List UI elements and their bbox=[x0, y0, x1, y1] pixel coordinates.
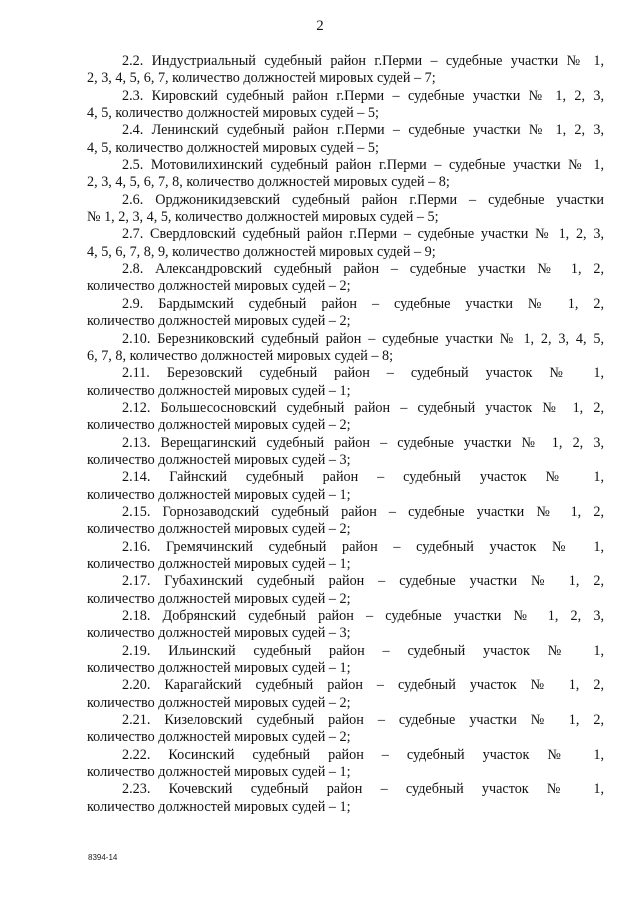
item-second-line: количество должностей мировых судей – 2; bbox=[87, 278, 351, 295]
item-first-line: 2.3. Кировский судебный район г.Перми – судебные участки № 1, 2, 3, bbox=[122, 87, 604, 104]
item-first-line: 2.6. Орджоникидзевский судебный район г.Перми – судебные участки bbox=[122, 191, 604, 208]
item-second-line: количество должностей мировых судей – 1; bbox=[87, 798, 351, 815]
list-item bbox=[87, 88, 604, 123]
item-first-line: 2.18. Добрянский судебный район – судебные участки № 1, 2, 3, bbox=[122, 608, 604, 624]
item-second-line: количество должностей мировых судей – 2; bbox=[87, 417, 351, 434]
item-first-line: 2.16. Гремячинский судебный район – судебный участок № 1, bbox=[122, 538, 604, 555]
list-item bbox=[87, 643, 604, 678]
item-first-line: 2.9. Бардымский судебный район – судебные участки № 1, 2, bbox=[122, 295, 604, 312]
item-second-line: 4, 5, 6, 7, 8, 9, количество должностей мировых судей – 9; bbox=[87, 243, 436, 260]
list-item bbox=[87, 365, 604, 400]
list-item bbox=[87, 504, 604, 539]
item-first-line: 2.10. Березниковский судебный район – судебные участки № 1, 2, 3, 4, 5, bbox=[122, 330, 604, 347]
list-item bbox=[87, 296, 604, 331]
district-list bbox=[87, 53, 604, 816]
item-second-line: количество должностей мировых судей – 2; bbox=[87, 313, 351, 330]
list-item bbox=[87, 435, 604, 470]
list-item bbox=[87, 122, 604, 157]
list-item bbox=[87, 192, 604, 227]
item-second-line: 2, 3, 4, 5, 6, 7, количество должностей мировых судей – 7; bbox=[87, 70, 436, 87]
item-second-line: количество должностей мировых судей – 1; bbox=[87, 555, 351, 572]
item-first-line: 2.20. Карагайский судебный район – судебный участок № 1, 2, bbox=[122, 677, 604, 694]
item-first-line: 2.17. Губахинский судебный район – судебные участки № 1, 2, bbox=[122, 573, 604, 590]
item-second-line: 4, 5, количество должностей мировых судей – 5; bbox=[87, 139, 379, 156]
list-item bbox=[87, 712, 604, 747]
item-first-line: 2.2. Индустриальный судебный район г.Перми – судебные участки № 1, bbox=[122, 53, 604, 69]
item-first-line: 2.21. Кизеловский судебный район – судебные участки № 1, 2, bbox=[122, 712, 604, 729]
document-code: 8394-14 bbox=[88, 853, 118, 862]
item-second-line: количество должностей мировых судей – 2; bbox=[87, 729, 351, 746]
item-first-line: 2.4. Ленинский судебный район г.Перми – судебные участки № 1, 2, 3, bbox=[122, 122, 604, 139]
item-first-line: 2.7. Свердловский судебный район г.Перми – судебные участки № 1, 2, 3, bbox=[122, 226, 604, 243]
list-item bbox=[87, 261, 604, 296]
list-item bbox=[87, 226, 604, 261]
item-second-line: количество должностей мировых судей – 2; bbox=[87, 694, 351, 711]
list-item bbox=[87, 747, 604, 782]
item-second-line: количество должностей мировых судей – 1; bbox=[87, 660, 351, 677]
item-second-line: количество должностей мировых судей – 1; bbox=[87, 764, 351, 781]
list-item bbox=[87, 469, 604, 504]
item-second-line: количество должностей мировых судей – 1; bbox=[87, 486, 351, 503]
item-first-line: 2.23. Кочевский судебный район – судебный участок № 1, bbox=[122, 781, 604, 798]
list-item bbox=[87, 781, 604, 816]
page-number: 2 bbox=[316, 18, 324, 34]
list-item bbox=[87, 157, 604, 192]
item-second-line: 6, 7, 8, количество должностей мировых судей – 8; bbox=[87, 347, 394, 364]
item-second-line: № 1, 2, 3, 4, 5, количество должностей мировых судей – 5; bbox=[87, 209, 439, 226]
list-item bbox=[87, 53, 604, 88]
item-second-line: количество должностей мировых судей – 2; bbox=[87, 590, 351, 607]
list-item bbox=[87, 573, 604, 608]
item-second-line: 4, 5, количество должностей мировых судей – 5; bbox=[87, 105, 379, 122]
item-second-line: 2, 3, 4, 5, 6, 7, 8, количество должностей мировых судей – 8; bbox=[87, 174, 450, 191]
list-item bbox=[87, 677, 604, 712]
item-second-line: количество должностей мировых судей – 2; bbox=[87, 521, 351, 538]
item-first-line: 2.11. Березовский судебный район – судебный участок № 1, bbox=[122, 365, 604, 382]
item-first-line: 2.19. Ильинский судебный район – судебный участок № 1, bbox=[122, 642, 604, 659]
item-second-line: количество должностей мировых судей – 3; bbox=[87, 451, 351, 468]
item-first-line: 2.13. Верещагинский судебный район – судебные участки № 1, 2, 3, bbox=[122, 434, 604, 451]
list-item bbox=[87, 539, 604, 574]
list-item bbox=[87, 608, 604, 643]
list-item bbox=[87, 400, 604, 435]
item-first-line: 2.14. Гайнский судебный район – судебный участок № 1, bbox=[122, 469, 604, 486]
item-first-line: 2.5. Мотовилихинский судебный район г.Перми – судебные участки № 1, bbox=[122, 157, 604, 174]
item-first-line: 2.12. Большесосновский судебный район – судебный участок № 1, 2, bbox=[122, 399, 604, 416]
item-first-line: 2.15. Горнозаводский судебный район – судебные участки № 1, 2, bbox=[122, 503, 604, 520]
item-first-line: 2.22. Косинский судебный район – судебный участок № 1, bbox=[122, 746, 604, 763]
item-second-line: количество должностей мировых судей – 3; bbox=[87, 625, 351, 642]
list-item bbox=[87, 331, 604, 366]
item-first-line: 2.8. Александровский судебный район – судебные участки № 1, 2, bbox=[122, 261, 604, 278]
item-second-line: количество должностей мировых судей – 1; bbox=[87, 382, 351, 399]
